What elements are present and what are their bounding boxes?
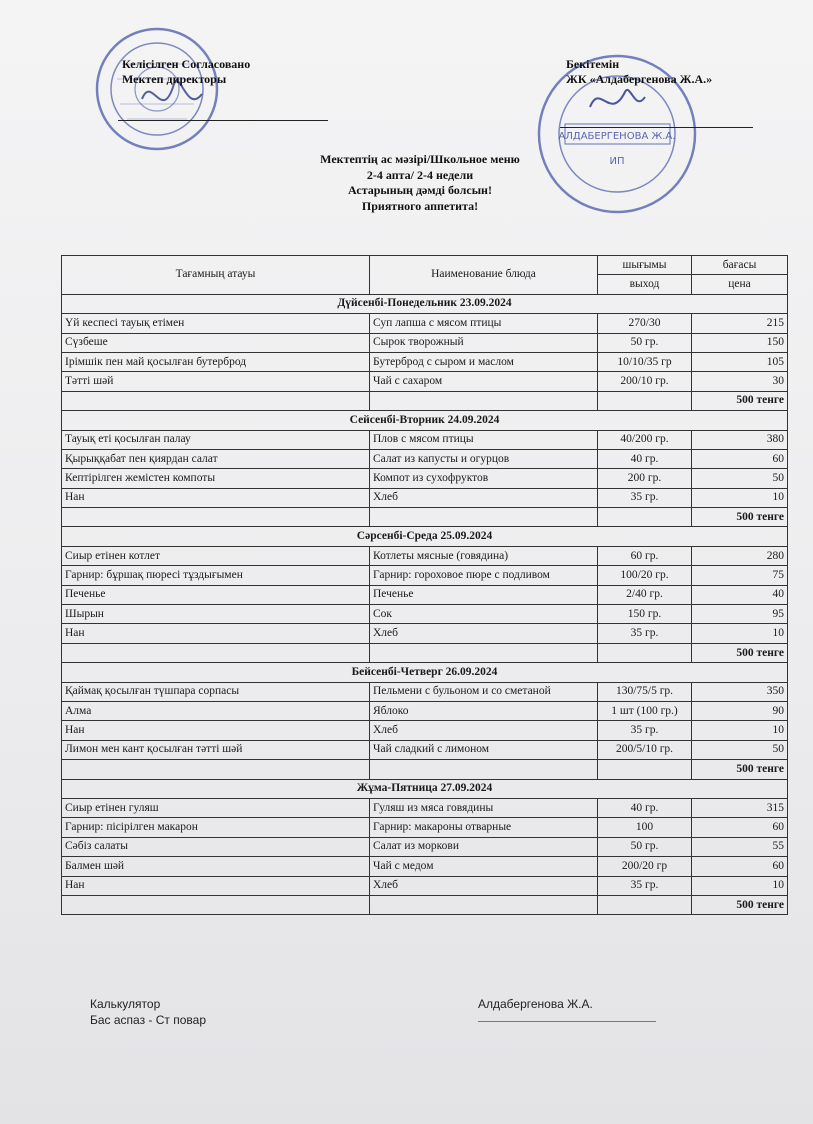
empty-cell (370, 760, 598, 779)
dish-price: 215 (692, 314, 788, 333)
dish-name-kz: Нан (62, 624, 370, 643)
day-row (62, 527, 788, 546)
dish-name-ru: Гарнир: макароны отварные (370, 818, 598, 837)
dish-output: 40/200 гр. (598, 430, 692, 449)
dish-price: 315 (692, 798, 788, 817)
page-title: Мектептің ас мәзірі/Школьное меню (320, 152, 520, 166)
col-header-price-kz: бағасы (692, 256, 788, 275)
empty-cell (370, 391, 598, 410)
table-row (62, 352, 788, 371)
dish-name-ru: Плов с мясом птицы (370, 430, 598, 449)
dish-output: 40 гр. (598, 798, 692, 817)
table-row (62, 876, 788, 895)
svg-text:АЛДАБЕРГЕНОВА Ж.А.: АЛДАБЕРГЕНОВА Ж.А. (558, 131, 676, 142)
total-row (62, 643, 788, 662)
dish-price: 380 (692, 430, 788, 449)
col-header-price-ru: цена (692, 275, 788, 294)
dish-price: 60 (692, 857, 788, 876)
dish-name-ru: Чай с медом (370, 857, 598, 876)
dish-name-ru: Хлеб (370, 488, 598, 507)
dish-output: 200 гр. (598, 469, 692, 488)
table-row (62, 798, 788, 817)
dish-name-kz: Сәбіз салаты (62, 837, 370, 856)
dish-output: 100 (598, 818, 692, 837)
footer-calculator: Калькулятор (90, 997, 161, 1011)
dish-name-kz: Шырын (62, 605, 370, 624)
dish-price: 55 (692, 837, 788, 856)
empty-cell (598, 391, 692, 410)
dish-price: 40 (692, 585, 788, 604)
dish-name-kz: Нан (62, 876, 370, 895)
dish-output: 40 гр. (598, 449, 692, 468)
dish-name-ru: Салат из моркови (370, 837, 598, 856)
dish-name-ru: Пельмени с бульоном и со сметаной (370, 682, 598, 701)
dish-name-ru: Гуляш из мяса говядины (370, 798, 598, 817)
day-row (62, 663, 788, 682)
total-row (62, 895, 788, 914)
footer-chef: Бас аспаз - Ст повар (90, 1013, 207, 1027)
dish-price: 350 (692, 682, 788, 701)
table-row (62, 837, 788, 856)
school-seal-stamp (92, 24, 222, 154)
dish-name-kz: Қаймақ қосылған түшпара сорпасы (62, 682, 370, 701)
dish-price: 10 (692, 488, 788, 507)
day-row (62, 779, 788, 798)
table-row (62, 372, 788, 391)
greeting-ru: Приятного аппетита! (361, 198, 479, 213)
total-row (62, 391, 788, 410)
day-title: Бейсенбі-Четверг 26.09.2024 (62, 663, 788, 682)
table-row (62, 605, 788, 624)
empty-cell (598, 895, 692, 914)
dish-output: 2/40 гр. (598, 585, 692, 604)
dish-name-ru: Хлеб (370, 876, 598, 895)
dish-price: 95 (692, 605, 788, 624)
dish-price: 10 (692, 721, 788, 740)
dish-name-ru: Компот из сухофруктов (370, 469, 598, 488)
table-row (62, 721, 788, 740)
dish-output: 35 гр. (598, 488, 692, 507)
table-row (62, 740, 788, 759)
week-label: 2-4 апта/ 2-4 недели (366, 167, 474, 182)
dish-price: 280 (692, 546, 788, 565)
dish-price: 10 (692, 624, 788, 643)
table-row (62, 624, 788, 643)
dish-output: 50 гр. (598, 333, 692, 352)
dish-name-kz: Печенье (62, 585, 370, 604)
total-row (62, 508, 788, 527)
dish-output: 60 гр. (598, 546, 692, 565)
table-row (62, 488, 788, 507)
dish-output: 35 гр. (598, 876, 692, 895)
dish-name-kz: Сүзбеше (62, 333, 370, 352)
dish-output: 200/20 гр (598, 857, 692, 876)
menu-table (61, 255, 788, 915)
dish-name-kz: Балмен шәй (62, 857, 370, 876)
dish-name-ru: Гарнир: гороховое пюре с подливом (370, 566, 598, 585)
empty-cell (62, 508, 370, 527)
signature-line-left (118, 120, 328, 121)
day-row (62, 411, 788, 430)
col-header-output-ru: выход (598, 275, 692, 294)
dish-price: 90 (692, 701, 788, 720)
dish-price: 30 (692, 372, 788, 391)
dish-name-ru: Хлеб (370, 624, 598, 643)
approval-right-line1: Бекітемін (566, 57, 620, 71)
svg-text:ИП: ИП (609, 156, 625, 167)
approval-left (122, 57, 250, 87)
dish-name-kz: Қырыққабат пен қиярдан салат (62, 449, 370, 468)
footer-right (478, 996, 593, 1012)
day-title: Дүйсенбі-Понедельник 23.09.2024 (62, 294, 788, 313)
empty-cell (370, 895, 598, 914)
dish-output: 270/30 (598, 314, 692, 333)
dish-name-ru: Суп лапша с мясом птицы (370, 314, 598, 333)
table-row (62, 469, 788, 488)
dish-name-ru: Печенье (370, 585, 598, 604)
approval-left-line1: Келісілген Согласовано (122, 57, 251, 71)
dish-name-ru: Бутерброд с сыром и маслом (370, 352, 598, 371)
dish-output: 35 гр. (598, 624, 692, 643)
dish-name-kz: Сиыр етінен гуляш (62, 798, 370, 817)
dish-price: 60 (692, 818, 788, 837)
greeting-kz: Астарының дәмді болсын! (348, 183, 492, 197)
approval-left-line2: Мектеп директоры (122, 72, 227, 86)
footer-signer: Алдабергенова Ж.А. (478, 997, 593, 1011)
dish-name-ru: Салат из капусты и огурцов (370, 449, 598, 468)
empty-cell (598, 508, 692, 527)
day-total: 500 тенге (692, 391, 788, 410)
table-row (62, 585, 788, 604)
dish-name-kz: Ірімшік пен май қосылған бутерброд (62, 352, 370, 371)
dish-name-ru: Хлеб (370, 721, 598, 740)
dish-name-ru: Яблоко (370, 701, 598, 720)
empty-cell (370, 643, 598, 662)
empty-cell (62, 391, 370, 410)
table-row (62, 818, 788, 837)
approval-right (566, 57, 712, 87)
table-row (62, 430, 788, 449)
dish-name-ru: Чай сладкий с лимоном (370, 740, 598, 759)
table-row (62, 566, 788, 585)
table-row (62, 449, 788, 468)
dish-name-ru: Сырок творожный (370, 333, 598, 352)
dish-name-kz: Кептірілген жемістен компоты (62, 469, 370, 488)
dish-output: 50 гр. (598, 837, 692, 856)
empty-cell (598, 643, 692, 662)
dish-price: 150 (692, 333, 788, 352)
dish-output: 130/75/5 гр. (598, 682, 692, 701)
dish-output: 10/10/35 гр (598, 352, 692, 371)
table-row (62, 314, 788, 333)
empty-cell (62, 643, 370, 662)
dish-price: 105 (692, 352, 788, 371)
table-row (62, 333, 788, 352)
day-title: Сейсенбі-Вторник 24.09.2024 (62, 411, 788, 430)
footer-signature-line (478, 1021, 656, 1022)
empty-cell (62, 895, 370, 914)
dish-price: 60 (692, 449, 788, 468)
total-row (62, 760, 788, 779)
dish-name-kz: Үй кеспесі тауық етімен (62, 314, 370, 333)
empty-cell (62, 760, 370, 779)
table-header-row (62, 256, 788, 275)
dish-price: 10 (692, 876, 788, 895)
dish-name-kz: Сиыр етінен котлет (62, 546, 370, 565)
dish-name-kz: Алма (62, 701, 370, 720)
dish-price: 50 (692, 740, 788, 759)
table-row (62, 546, 788, 565)
dish-name-kz: Гарнир: пісірілген макарон (62, 818, 370, 837)
col-header-ru: Наименование блюда (370, 256, 598, 295)
dish-output: 200/5/10 гр. (598, 740, 692, 759)
col-header-kz: Тағамның атауы (62, 256, 370, 295)
dish-output: 200/10 гр. (598, 372, 692, 391)
title-block (290, 152, 550, 214)
dish-output: 100/20 гр. (598, 566, 692, 585)
table-row (62, 857, 788, 876)
dish-price: 50 (692, 469, 788, 488)
dish-name-kz: Тауық еті қосылған палау (62, 430, 370, 449)
dish-output: 35 гр. (598, 721, 692, 740)
day-total: 500 тенге (692, 508, 788, 527)
dish-name-ru: Котлеты мясные (говядина) (370, 546, 598, 565)
menu-body (62, 294, 788, 915)
table-row (62, 682, 788, 701)
dish-output: 150 гр. (598, 605, 692, 624)
signature-line-right (560, 127, 753, 128)
dish-name-kz: Нан (62, 721, 370, 740)
day-total: 500 тенге (692, 643, 788, 662)
day-title: Сәрсенбі-Среда 25.09.2024 (62, 527, 788, 546)
empty-cell (370, 508, 598, 527)
footer-left (90, 996, 206, 1028)
dish-name-kz: Гарнир: бұршақ пюресі тұздығымен (62, 566, 370, 585)
dish-name-kz: Тәтті шәй (62, 372, 370, 391)
dish-name-ru: Сок (370, 605, 598, 624)
day-total: 500 тенге (692, 895, 788, 914)
dish-name-kz: Лимон мен кант қосылған тәтті шәй (62, 740, 370, 759)
day-total: 500 тенге (692, 760, 788, 779)
day-row (62, 294, 788, 313)
empty-cell (598, 760, 692, 779)
table-row (62, 701, 788, 720)
dish-name-kz: Нан (62, 488, 370, 507)
dish-output: 1 шт (100 гр.) (598, 701, 692, 720)
col-header-output-kz: шығымы (598, 256, 692, 275)
dish-name-ru: Чай с сахаром (370, 372, 598, 391)
day-title: Жұма-Пятница 27.09.2024 (62, 779, 788, 798)
approval-right-line2: ЖК «Алдабергенова Ж.А.» (566, 72, 713, 86)
dish-price: 75 (692, 566, 788, 585)
